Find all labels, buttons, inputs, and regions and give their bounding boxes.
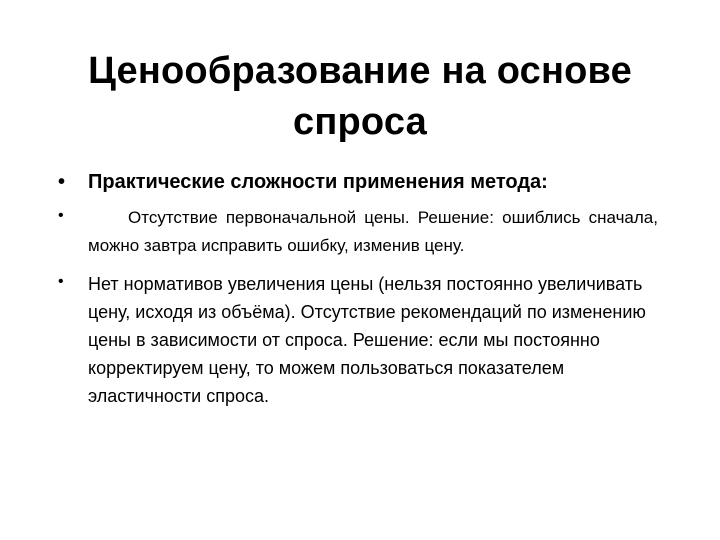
slide-title: Ценообразование на основе спроса [88, 50, 632, 143]
bullet-item-initial-price [58, 204, 658, 260]
bullet-marker: • [58, 273, 64, 290]
bullet-marker: • [58, 171, 66, 193]
bullet-item-norms [58, 270, 668, 410]
bullet-text: Практические сложности применения метода: [88, 171, 548, 193]
bullet-list [58, 168, 658, 420]
bullet-marker: • [58, 207, 64, 224]
bullet-text: Нет нормативов увеличения цены (нельзя постоянно увеличивать цену, исходя из объёма). Отсутствие рекомендаций по изменению цены в зависимости от спроса. Решение: если мы постоянно корректируем цену, то можем пользоваться показателем эластичности спроса. [88, 274, 646, 406]
bullet-item-heading [58, 168, 658, 196]
bullet-text: Отсутствие первоначальной цены. Решение: ошиблись сначала, можно завтра исправить ошибку, изменив цену. [88, 208, 658, 255]
